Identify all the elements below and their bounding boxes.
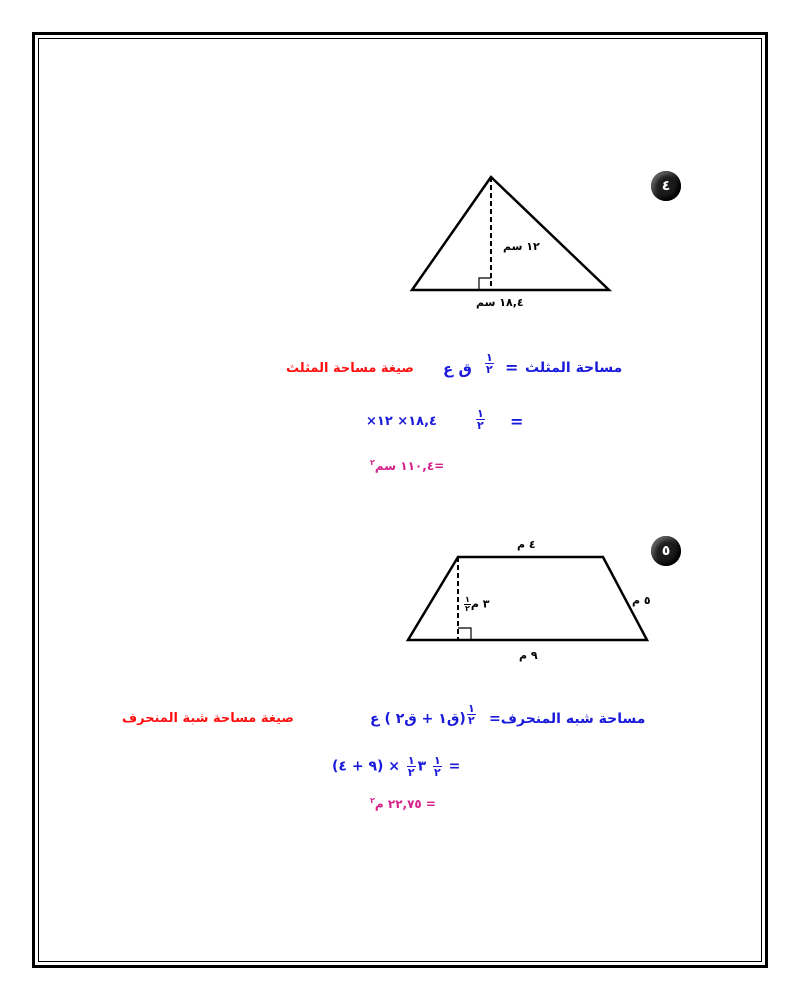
triangle-step1-terms: ١٨,٤× ١٢×: [366, 414, 437, 429]
triangle-step1-fraction: [474, 408, 487, 431]
trapezoid-height-label: [464, 596, 490, 613]
trapezoid-step1-times: ×: [388, 758, 400, 775]
triangle-half-fraction: [483, 352, 496, 375]
triangle-shape: [412, 177, 609, 290]
fraction-numerator: ١: [407, 754, 415, 767]
trapezoid-step1-equals: =: [448, 758, 461, 775]
fraction-numerator: ١: [465, 595, 470, 604]
fraction-denominator: ٢: [477, 419, 484, 432]
trapezoid-result-value: = ٢٢,٧٥ م: [374, 797, 436, 811]
trapezoid-step1-whole: ٣: [417, 758, 427, 775]
fraction-denominator: ٢: [407, 766, 415, 779]
fraction-numerator: ١: [486, 351, 493, 364]
triangle-area-equals: =: [505, 358, 519, 377]
trapezoid-formula-vars: (ق١ + ق٢ ) ع: [370, 711, 466, 727]
fraction-numerator: ١: [468, 702, 475, 715]
trapezoid-height-unit: م: [470, 597, 479, 611]
trapezoid-shape: [408, 557, 647, 640]
fraction-numerator: ١: [434, 754, 441, 767]
triangle-right-angle-mark: [479, 278, 491, 290]
triangle-result: [370, 458, 444, 473]
problem-5-number-badge: ٥: [651, 536, 681, 566]
triangle-result-unit-power: ٢: [370, 458, 375, 467]
triangle-step1-equals: =: [510, 412, 524, 431]
triangle-result-value: =١١٠,٤ سم: [374, 459, 445, 473]
trapezoid-formula-name: صيغة مساحة شبة المنحرف: [122, 711, 294, 726]
trapezoid-result: [370, 796, 436, 811]
triangle-height-label: ١٢ سم: [503, 240, 540, 253]
trapezoid-right-angle-mark: [458, 628, 471, 640]
fraction-numerator: ١: [477, 407, 484, 420]
fraction-denominator: ٢: [486, 363, 493, 376]
fraction-denominator: ٢: [465, 604, 470, 613]
trapezoid-step1: [332, 755, 460, 778]
trapezoid-area-label: مساحة شبه المنحرف=: [489, 711, 646, 727]
triangle-formula-vars: ق ع: [443, 360, 472, 378]
triangle-area-label: مساحة المثلث: [525, 360, 623, 376]
trapezoid-bottom-label: ٩ م: [519, 649, 538, 662]
trapezoid-step1-paren: (٩ + ٤): [332, 758, 384, 775]
triangle-formula-name: صيغة مساحة المثلث: [286, 361, 414, 376]
trapezoid-result-unit-power: ٢: [370, 796, 375, 805]
triangle-base-label: ١٨,٤ سم: [476, 296, 524, 309]
fraction-denominator: ٢: [434, 766, 441, 779]
problem-4-number-badge: ٤: [651, 171, 681, 201]
fraction-denominator: ٢: [468, 714, 475, 727]
trapezoid-side-label: ٥ م: [632, 594, 651, 607]
trapezoid-half-fraction: [465, 703, 478, 726]
trapezoid-height-whole: ٣: [482, 597, 490, 611]
trapezoid-top-label: ٤ م: [517, 538, 536, 551]
